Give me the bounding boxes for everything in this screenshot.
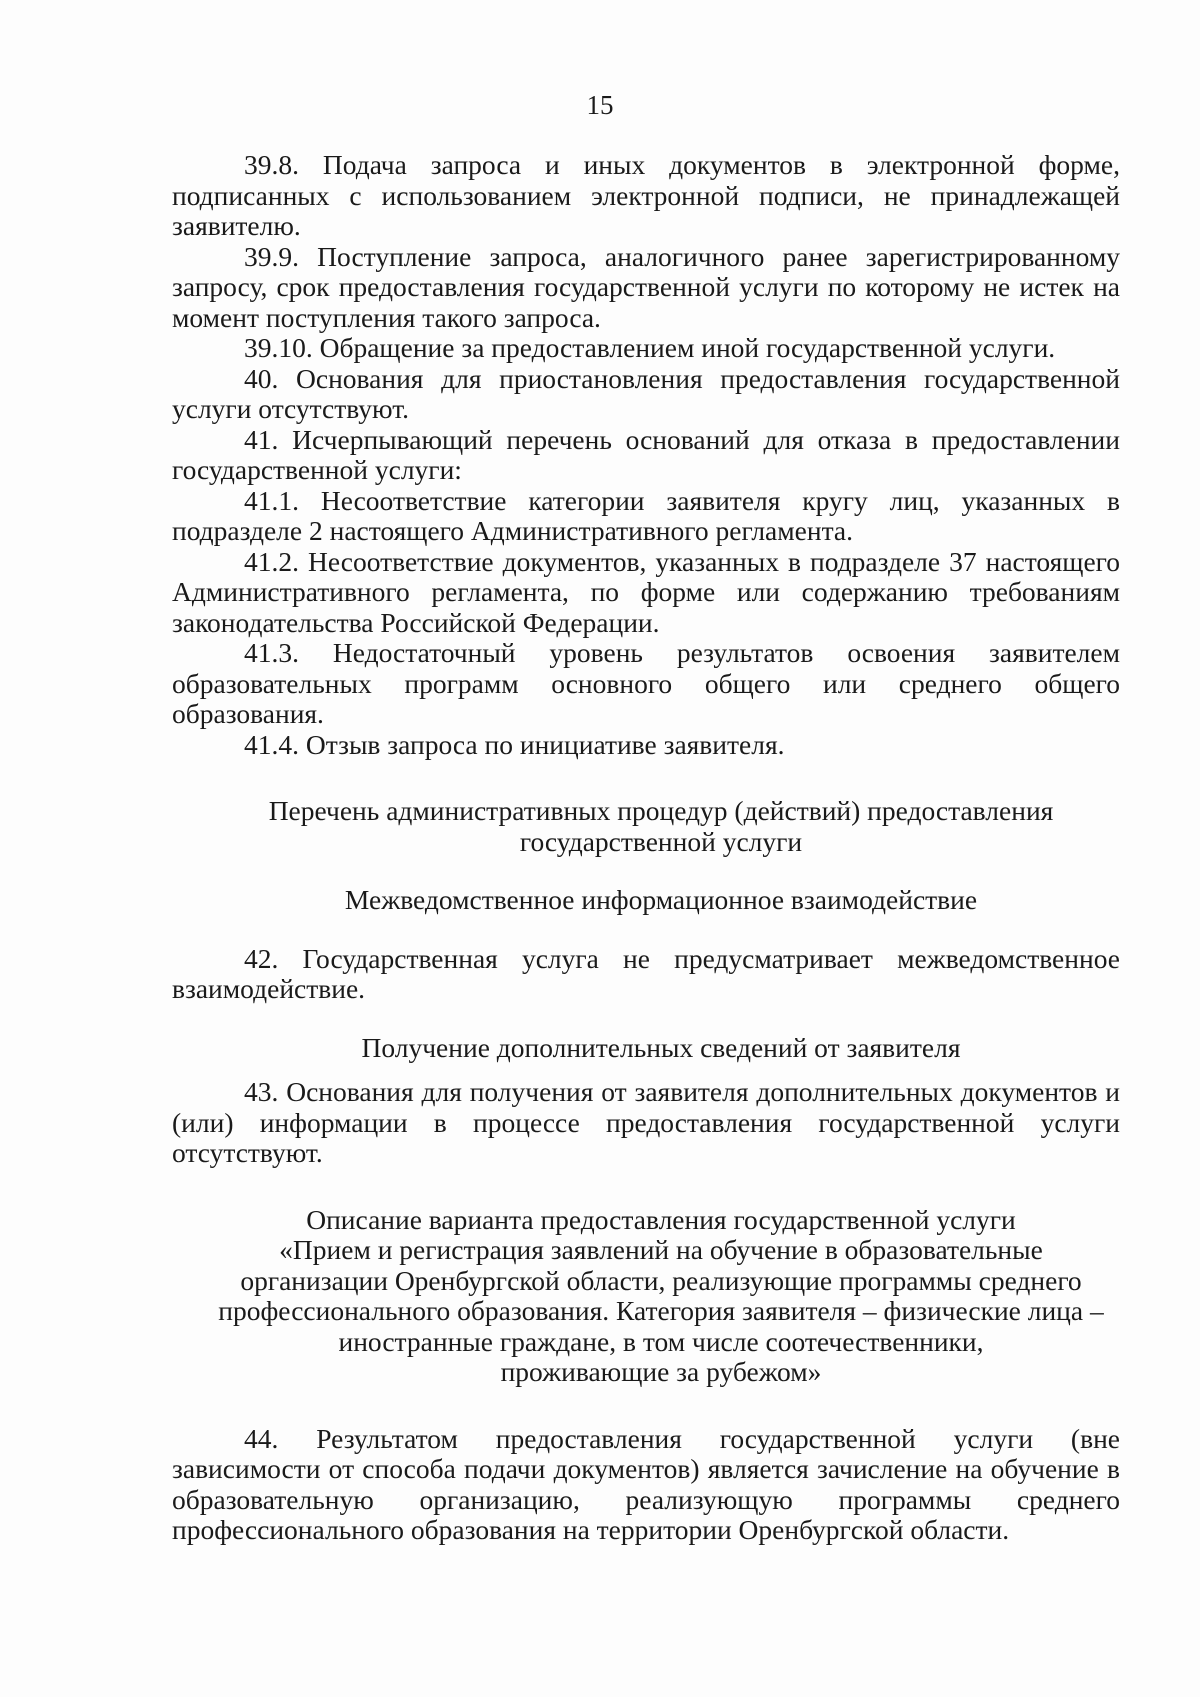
variant-heading-line-5: иностранные граждане, в том числе соотечественники, [338,1325,984,1357]
additional-info-heading-block [172,1033,1120,1064]
variant-heading-line-4: профессионального образования. Категория заявителя – физические лица – [218,1295,1104,1326]
paragraph-44: 44. Результатом предоставления государственной услуги (вне зависимости от способа подачи документов) является зачисление на обучение в образовательную организацию, реализующую программы среднего профессионального образования на территории Оренбургской области. [172,1422,1120,1545]
interagency-heading: Межведомственное информационное взаимодействие [344,884,978,915]
page-number: 15 [586,90,614,120]
paragraph-41-2: 41.2. Несоответствие документов, указанных в подразделе 37 настоящего Административного регламента, по форме или содержанию требованиям законодательства Российской Федерации. [172,545,1120,638]
paragraph-43: 43. Основания для получения от заявителя дополнительных документов и (или) информации в процессе предоставления государственной услуги отсутствуют. [172,1076,1120,1168]
variant-heading-line-3: организации Оренбургской области, реализующие программы среднего [240,1264,1082,1296]
additional-info-heading: Получение дополнительных сведений от заявителя [361,1031,961,1063]
variant-heading-line-6: проживающие за рубежом» [500,1356,822,1387]
paragraph-42: 42. Государственная услуга не предусматривает межведомственное взаимодействие. [172,942,1120,1004]
paragraph-41-4: 41.4. Отзыв запроса по инициативе заявителя. [244,728,785,760]
paragraph-40: 40. Основания для приостановления предоставления государственной услуги отсутствуют. [172,362,1120,424]
variant-heading [172,1205,1120,1388]
paragraph-41-1: 41.1. Несоответствие категории заявителя кругу лиц, указанных в подразделе 2 настоящего Административного регламента. [172,484,1120,546]
paragraph-39-9: 39.9. Поступление запроса, аналогичного ранее зарегистрированному запросу, срок предоставления государственной услуги по которому не истек на момент поступления такого запроса. [172,240,1120,333]
paragraph-39-8: 39.8. Подача запроса и иных документов в электронной форме, подписанных с использованием электронной подписи, не принадлежащей заявителю. [172,149,1120,241]
document-body [172,150,1120,1546]
variant-heading-line-2: «Прием и регистрация заявлений на обучение в образовательные [279,1234,1043,1265]
procedures-heading-line-2: государственной услуги [519,825,803,857]
paragraph-41-3: 41.3. Недостаточный уровень результатов освоения заявителем образовательных программ основного общего или среднего общего образования. [172,637,1120,729]
procedures-heading [172,796,1120,857]
variant-heading-line-1: Описание варианта предоставления государственной услуги [306,1203,1016,1235]
procedures-heading-line-1: Перечень административных процедур (действий) предоставления [268,795,1054,826]
paragraph-41: 41. Исчерпывающий перечень оснований для отказа в предоставлении государственной услуги: [172,423,1120,485]
paragraph-39-10: 39.10. Обращение за предоставлением иной государственной услуги. [244,332,1056,363]
interagency-heading-block [172,885,1120,916]
